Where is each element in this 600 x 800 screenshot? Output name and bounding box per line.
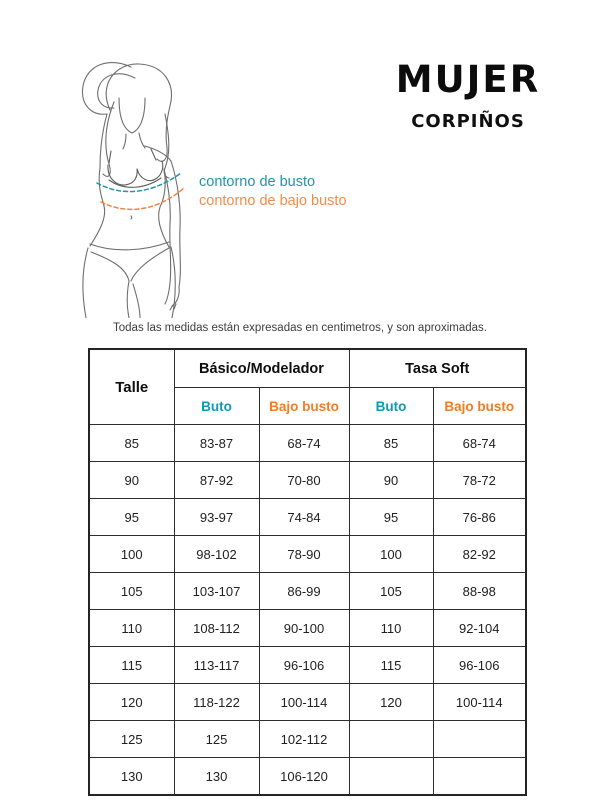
cell-basico-busto: 113-117 [174, 647, 259, 684]
cell-soft-busto: 105 [349, 573, 433, 610]
cell-talle: 95 [89, 499, 174, 536]
size-table [88, 348, 527, 796]
cell-soft-busto: 110 [349, 610, 433, 647]
cell-basico-busto: 125 [174, 721, 259, 758]
face-and-neck [119, 98, 145, 149]
cell-basico-busto: 108-112 [174, 610, 259, 647]
page-title: MUJER [395, 58, 541, 101]
measurements-note: Todas las medidas están expresadas en centimetros, y son aproximadas. [113, 322, 487, 334]
raised-arm [83, 63, 135, 168]
cell-soft-bajo-busto: 88-98 [433, 573, 526, 610]
table-row [89, 610, 526, 647]
underbust-contour-label: contorno de bajo busto [199, 193, 347, 209]
cell-basico-bajo-busto: 74-84 [259, 499, 349, 536]
bra-lines [108, 149, 163, 187]
table-row [89, 647, 526, 684]
table-group-header-row [89, 349, 526, 388]
cell-basico-busto: 103-107 [174, 573, 259, 610]
cell-basico-busto: 130 [174, 758, 259, 796]
cell-basico-bajo-busto: 96-106 [259, 647, 349, 684]
cell-soft-busto: 90 [349, 462, 433, 499]
header-basico-bajo-busto: Bajo busto [259, 388, 349, 425]
cell-talle: 130 [89, 758, 174, 796]
hair-lines [103, 64, 171, 178]
panties-and-legs [83, 242, 175, 318]
cell-talle: 120 [89, 684, 174, 721]
cell-basico-bajo-busto: 102-112 [259, 721, 349, 758]
table-row [89, 573, 526, 610]
header-basico-busto: Buto [174, 388, 259, 425]
underbust-contour-line [101, 189, 183, 209]
cell-basico-bajo-busto: 106-120 [259, 758, 349, 796]
cell-talle: 110 [89, 610, 174, 647]
cell-soft-busto: 95 [349, 499, 433, 536]
cell-soft-bajo-busto [433, 721, 526, 758]
cell-soft-bajo-busto [433, 758, 526, 796]
page-subtitle: CORPIÑOS [411, 110, 525, 132]
table-row [89, 425, 526, 462]
cell-soft-bajo-busto: 78-72 [433, 462, 526, 499]
header-talle: Talle [89, 349, 174, 425]
cell-basico-bajo-busto: 86-99 [259, 573, 349, 610]
title-block [378, 60, 558, 132]
table-row [89, 684, 526, 721]
cell-soft-busto [349, 721, 433, 758]
cell-basico-busto: 98-102 [174, 536, 259, 573]
table-row [89, 758, 526, 796]
header-group-basico-modelador: Básico/Modelador [174, 349, 349, 388]
table-row [89, 536, 526, 573]
contour-labels [199, 173, 347, 211]
cell-soft-bajo-busto: 68-74 [433, 425, 526, 462]
cell-talle: 125 [89, 721, 174, 758]
header-soft-bajo-busto: Bajo busto [433, 388, 526, 425]
table-row [89, 499, 526, 536]
cell-soft-bajo-busto: 76-86 [433, 499, 526, 536]
cell-soft-busto: 115 [349, 647, 433, 684]
cell-soft-busto: 85 [349, 425, 433, 462]
cell-talle: 85 [89, 425, 174, 462]
cell-talle: 100 [89, 536, 174, 573]
cell-talle: 90 [89, 462, 174, 499]
cell-basico-busto: 83-87 [174, 425, 259, 462]
cell-basico-busto: 87-92 [174, 462, 259, 499]
size-table-body [89, 425, 526, 796]
cell-talle: 115 [89, 647, 174, 684]
table-row [89, 462, 526, 499]
cell-basico-bajo-busto: 70-80 [259, 462, 349, 499]
bust-contour-label: contorno de busto [199, 174, 316, 190]
cell-basico-bajo-busto: 78-90 [259, 536, 349, 573]
cell-soft-bajo-busto: 96-106 [433, 647, 526, 684]
cell-soft-busto: 120 [349, 684, 433, 721]
header-group-tasa-soft: Tasa Soft [349, 349, 526, 388]
cell-soft-bajo-busto: 92-104 [433, 610, 526, 647]
cell-soft-busto: 100 [349, 536, 433, 573]
cell-basico-bajo-busto: 100-114 [259, 684, 349, 721]
cell-basico-bajo-busto: 68-74 [259, 425, 349, 462]
cell-soft-bajo-busto: 82-92 [433, 536, 526, 573]
cell-soft-busto [349, 758, 433, 796]
table-row [89, 721, 526, 758]
cell-basico-busto: 118-122 [174, 684, 259, 721]
cell-basico-bajo-busto: 90-100 [259, 610, 349, 647]
header-soft-busto: Buto [349, 388, 433, 425]
cell-talle: 105 [89, 573, 174, 610]
cell-basico-busto: 93-97 [174, 499, 259, 536]
cell-soft-bajo-busto: 100-114 [433, 684, 526, 721]
